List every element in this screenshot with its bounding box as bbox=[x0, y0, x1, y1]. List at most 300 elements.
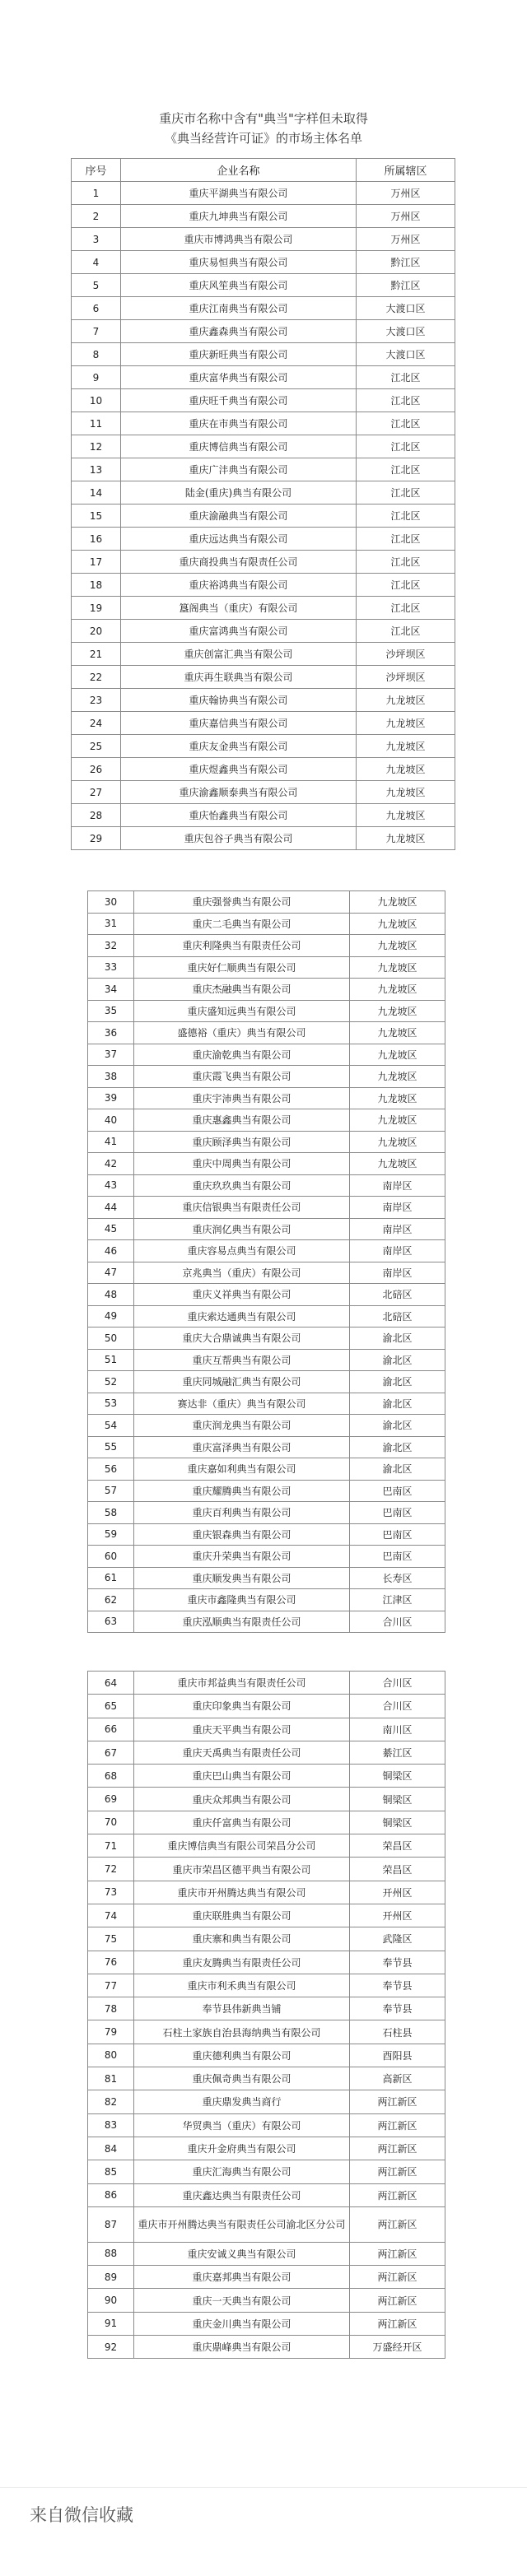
table-header-row bbox=[72, 159, 455, 182]
table-row bbox=[72, 735, 455, 758]
table-row bbox=[88, 935, 445, 957]
row-number: 83 bbox=[88, 2113, 134, 2137]
company-name: 重庆德利典当有限公司 bbox=[134, 2044, 350, 2067]
district: 铜梁区 bbox=[350, 1765, 445, 1788]
table-row bbox=[72, 505, 455, 528]
row-number: 45 bbox=[88, 1218, 134, 1240]
company-name: 重庆大合鼎诚典当有限公司 bbox=[134, 1328, 350, 1350]
company-name: 重庆印象典当有限公司 bbox=[134, 1695, 350, 1718]
company-name: 重庆博信典当有限公司荣昌分公司 bbox=[134, 1834, 350, 1858]
row-number: 86 bbox=[88, 2183, 134, 2206]
table-row bbox=[88, 1567, 445, 1589]
company-name: 重庆容易点典当有限公司 bbox=[134, 1240, 350, 1262]
company-name: 重庆远达典当有限公司 bbox=[121, 528, 357, 551]
company-name: 重庆安诚义典当有限公司 bbox=[134, 2242, 350, 2265]
district: 大渡口区 bbox=[357, 320, 455, 343]
table-row bbox=[72, 689, 455, 712]
district: 江北区 bbox=[357, 528, 455, 551]
row-number: 89 bbox=[88, 2266, 134, 2289]
company-name: 重庆嘉邦典当有限公司 bbox=[134, 2266, 350, 2289]
row-number: 7 bbox=[72, 320, 121, 343]
header-district: 所属辖区 bbox=[357, 159, 455, 182]
table-row bbox=[88, 1262, 445, 1284]
district: 南岸区 bbox=[350, 1262, 445, 1284]
row-number: 17 bbox=[72, 551, 121, 574]
district: 大渡口区 bbox=[357, 343, 455, 366]
district: 九龙坡区 bbox=[350, 979, 445, 1001]
district: 九龙坡区 bbox=[357, 781, 455, 804]
row-number: 28 bbox=[72, 804, 121, 827]
district: 江北区 bbox=[357, 389, 455, 412]
table-row bbox=[72, 712, 455, 735]
title-line-2: 《典当经营许可证》的市场主体名单 bbox=[164, 131, 362, 146]
row-number: 68 bbox=[88, 1765, 134, 1788]
company-name: 重庆仟富典当有限公司 bbox=[134, 1811, 350, 1834]
row-number: 2 bbox=[72, 205, 121, 228]
page-title bbox=[0, 109, 527, 148]
company-name: 重庆包谷子典当有限公司 bbox=[121, 827, 357, 850]
district: 九龙坡区 bbox=[350, 1000, 445, 1022]
company-name: 重庆平湖典当有限公司 bbox=[121, 182, 357, 205]
company-name: 重庆广沣典当有限公司 bbox=[121, 458, 357, 481]
company-name: 重庆九坤典当有限公司 bbox=[121, 205, 357, 228]
company-name: 重庆顺发典当有限公司 bbox=[134, 1567, 350, 1589]
company-name: 重庆旺千典当有限公司 bbox=[121, 389, 357, 412]
row-number: 3 bbox=[72, 228, 121, 251]
district: 黔江区 bbox=[357, 274, 455, 297]
company-name: 重庆联胜典当有限公司 bbox=[134, 1904, 350, 1927]
company-name: 重庆互帮典当有限公司 bbox=[134, 1349, 350, 1371]
company-name: 重庆渝乾典当有限公司 bbox=[134, 1044, 350, 1066]
row-number: 80 bbox=[88, 2044, 134, 2067]
company-name: 重庆市鑫隆典当有限公司 bbox=[134, 1589, 350, 1611]
company-name: 重庆耀腾典当有限公司 bbox=[134, 1480, 350, 1502]
table-row bbox=[88, 1066, 445, 1088]
company-name: 重庆信银典当有限责任公司 bbox=[134, 1197, 350, 1219]
district: 江北区 bbox=[357, 458, 455, 481]
table-row bbox=[72, 274, 455, 297]
company-name: 重庆市邦益典当有限责任公司 bbox=[134, 1672, 350, 1695]
table-row bbox=[88, 2113, 445, 2137]
company-name: 重庆风笙典当有限公司 bbox=[121, 274, 357, 297]
header-no: 序号 bbox=[72, 159, 121, 182]
row-number: 34 bbox=[88, 979, 134, 1001]
district: 铜梁区 bbox=[350, 1811, 445, 1834]
table-row bbox=[72, 297, 455, 320]
district: 九龙坡区 bbox=[350, 1153, 445, 1175]
company-name: 奉节县伟新典当铺 bbox=[134, 1997, 350, 2020]
row-number: 12 bbox=[72, 435, 121, 458]
company-name: 重庆市荣昌区德平典当有限公司 bbox=[134, 1858, 350, 1881]
table-row bbox=[88, 1997, 445, 2020]
row-number: 49 bbox=[88, 1305, 134, 1328]
district: 九龙坡区 bbox=[350, 1131, 445, 1153]
company-name: 重庆渝鑫顺泰典当有限公司 bbox=[121, 781, 357, 804]
table-row bbox=[88, 1328, 445, 1350]
district: 万盛经开区 bbox=[350, 2336, 445, 2359]
table-row bbox=[88, 2067, 445, 2090]
row-number: 52 bbox=[88, 1371, 134, 1393]
table-row bbox=[88, 1765, 445, 1788]
row-number: 41 bbox=[88, 1131, 134, 1153]
row-number: 30 bbox=[88, 891, 134, 914]
table-row bbox=[88, 1131, 445, 1153]
table-row bbox=[88, 1458, 445, 1481]
table-row bbox=[72, 758, 455, 781]
company-name: 重庆众邦典当有限公司 bbox=[134, 1788, 350, 1811]
district: 渝北区 bbox=[350, 1371, 445, 1393]
company-name: 重庆好仁顺典当有限公司 bbox=[134, 956, 350, 979]
row-number: 59 bbox=[88, 1523, 134, 1546]
district: 江北区 bbox=[357, 435, 455, 458]
district: 九龙坡区 bbox=[357, 804, 455, 827]
company-name: 重庆鼎峰典当有限公司 bbox=[134, 2336, 350, 2359]
row-number: 22 bbox=[72, 666, 121, 689]
company-name: 重庆创富汇典当有限公司 bbox=[121, 643, 357, 666]
district: 南岸区 bbox=[350, 1240, 445, 1262]
company-name: 重庆鑫达典当有限责任公司 bbox=[134, 2183, 350, 2206]
table-row bbox=[72, 366, 455, 389]
company-name: 重庆鑫森典当有限公司 bbox=[121, 320, 357, 343]
table-row bbox=[72, 251, 455, 274]
row-number: 55 bbox=[88, 1436, 134, 1458]
company-name: 重庆金川典当有限公司 bbox=[134, 2312, 350, 2335]
row-number: 75 bbox=[88, 1927, 134, 1951]
row-number: 6 bbox=[72, 297, 121, 320]
district: 北碚区 bbox=[350, 1305, 445, 1328]
district: 九龙坡区 bbox=[350, 956, 445, 979]
table-row bbox=[88, 2336, 445, 2359]
row-number: 87 bbox=[88, 2206, 134, 2242]
row-number: 35 bbox=[88, 1000, 134, 1022]
table-row bbox=[88, 1371, 445, 1393]
company-name: 重庆煜鑫典当有限公司 bbox=[121, 758, 357, 781]
district: 两江新区 bbox=[350, 2206, 445, 2242]
row-number: 31 bbox=[88, 913, 134, 935]
header-name: 企业名称 bbox=[121, 159, 357, 182]
table-row bbox=[88, 2044, 445, 2067]
row-number: 16 bbox=[72, 528, 121, 551]
merchant-table-part-2 bbox=[87, 890, 445, 1633]
row-number: 19 bbox=[72, 597, 121, 620]
table-row bbox=[88, 1305, 445, 1328]
table-row bbox=[72, 435, 455, 458]
company-name: 重庆润龙典当有限公司 bbox=[134, 1415, 350, 1437]
table-row bbox=[88, 1589, 445, 1611]
district: 铜梁区 bbox=[350, 1788, 445, 1811]
company-name: 重庆商投典当有限责任公司 bbox=[121, 551, 357, 574]
company-name: 重庆泓顺典当有限责任公司 bbox=[134, 1611, 350, 1633]
table-row bbox=[72, 412, 455, 435]
company-name: 重庆巴山典当有限公司 bbox=[134, 1765, 350, 1788]
company-name: 重庆润亿典当有限公司 bbox=[134, 1218, 350, 1240]
table-row bbox=[72, 481, 455, 505]
table-row bbox=[88, 1087, 445, 1109]
table-row bbox=[88, 1741, 445, 1764]
district: 渝北区 bbox=[350, 1328, 445, 1350]
district: 江北区 bbox=[357, 505, 455, 528]
table-row bbox=[88, 1904, 445, 1927]
row-number: 48 bbox=[88, 1284, 134, 1306]
district: 江津区 bbox=[350, 1589, 445, 1611]
row-number: 67 bbox=[88, 1741, 134, 1764]
district: 江北区 bbox=[357, 574, 455, 597]
table-row bbox=[88, 2206, 445, 2242]
company-name: 重庆博信典当有限公司 bbox=[121, 435, 357, 458]
district: 九龙坡区 bbox=[350, 891, 445, 914]
table-row bbox=[72, 827, 455, 850]
district: 九龙坡区 bbox=[357, 689, 455, 712]
company-name: 京兆典当（重庆）有限公司 bbox=[134, 1262, 350, 1284]
table-row bbox=[88, 1393, 445, 1415]
company-name: 重庆鼎发典当商行 bbox=[134, 2090, 350, 2113]
row-number: 27 bbox=[72, 781, 121, 804]
table-row bbox=[88, 1881, 445, 1904]
table-row bbox=[88, 1436, 445, 1458]
table-row bbox=[72, 320, 455, 343]
row-number: 82 bbox=[88, 2090, 134, 2113]
table-row bbox=[72, 551, 455, 574]
district: 黔江区 bbox=[357, 251, 455, 274]
table-row bbox=[72, 205, 455, 228]
row-number: 81 bbox=[88, 2067, 134, 2090]
row-number: 56 bbox=[88, 1458, 134, 1481]
source-footer: 来自微信收藏 bbox=[30, 2505, 133, 2525]
district: 九龙坡区 bbox=[350, 1109, 445, 1132]
district: 九龙坡区 bbox=[350, 1022, 445, 1044]
row-number: 79 bbox=[88, 2020, 134, 2044]
row-number: 85 bbox=[88, 2160, 134, 2183]
row-number: 13 bbox=[72, 458, 121, 481]
company-name: 重庆富鸿典当有限公司 bbox=[121, 620, 357, 643]
row-number: 76 bbox=[88, 1951, 134, 1974]
district: 九龙坡区 bbox=[357, 712, 455, 735]
district: 合川区 bbox=[350, 1695, 445, 1718]
row-number: 73 bbox=[88, 1881, 134, 1904]
table-row bbox=[88, 1218, 445, 1240]
table-row bbox=[88, 2242, 445, 2265]
title-line-1: 重庆市名称中含有"典当"字样但未取得 bbox=[159, 111, 368, 126]
company-name: 重庆天禹典当有限责任公司 bbox=[134, 1741, 350, 1764]
row-number: 47 bbox=[88, 1262, 134, 1284]
row-number: 33 bbox=[88, 956, 134, 979]
company-name: 簋阁典当（重庆）有限公司 bbox=[121, 597, 357, 620]
company-name: 重庆佩奇典当有限公司 bbox=[134, 2067, 350, 2090]
company-name: 重庆银森典当有限公司 bbox=[134, 1523, 350, 1546]
table-row bbox=[72, 182, 455, 205]
district: 北碚区 bbox=[350, 1284, 445, 1306]
company-name: 重庆强誉典当有限公司 bbox=[134, 891, 350, 914]
company-name: 重庆新旺典当有限公司 bbox=[121, 343, 357, 366]
table-row bbox=[88, 891, 445, 914]
table-row bbox=[88, 2266, 445, 2289]
company-name: 重庆市开州腾达典当有限公司 bbox=[134, 1881, 350, 1904]
district: 巴南区 bbox=[350, 1523, 445, 1546]
table-row bbox=[88, 2289, 445, 2312]
company-name: 重庆翰协典当有限公司 bbox=[121, 689, 357, 712]
table-row bbox=[88, 913, 445, 935]
table-row bbox=[88, 2090, 445, 2113]
table-row bbox=[88, 1109, 445, 1132]
table-row bbox=[88, 1611, 445, 1633]
table-row bbox=[88, 1695, 445, 1718]
district: 沙坪坝区 bbox=[357, 643, 455, 666]
district: 大渡口区 bbox=[357, 297, 455, 320]
row-number: 72 bbox=[88, 1858, 134, 1881]
company-name: 重庆一天典当有限公司 bbox=[134, 2289, 350, 2312]
row-number: 29 bbox=[72, 827, 121, 850]
company-name: 重庆索达通典当有限公司 bbox=[134, 1305, 350, 1328]
merchant-table-part-1 bbox=[71, 158, 455, 850]
district: 江北区 bbox=[357, 551, 455, 574]
table-row bbox=[88, 1858, 445, 1881]
district: 渝北区 bbox=[350, 1436, 445, 1458]
footer-divider bbox=[0, 2487, 527, 2488]
table-row bbox=[88, 1022, 445, 1044]
row-number: 92 bbox=[88, 2336, 134, 2359]
company-name: 重庆汇海典当有限公司 bbox=[134, 2160, 350, 2183]
row-number: 61 bbox=[88, 1567, 134, 1589]
district: 奉节县 bbox=[350, 1997, 445, 2020]
district: 合川区 bbox=[350, 1611, 445, 1633]
row-number: 4 bbox=[72, 251, 121, 274]
company-name: 重庆易恒典当有限公司 bbox=[121, 251, 357, 274]
district: 九龙坡区 bbox=[350, 913, 445, 935]
table-row bbox=[88, 1974, 445, 1997]
row-number: 38 bbox=[88, 1066, 134, 1088]
table-row bbox=[72, 458, 455, 481]
company-name: 重庆友金典当有限公司 bbox=[121, 735, 357, 758]
row-number: 10 bbox=[72, 389, 121, 412]
table-row bbox=[88, 2160, 445, 2183]
district: 万州区 bbox=[357, 228, 455, 251]
table-row bbox=[88, 979, 445, 1001]
row-number: 39 bbox=[88, 1087, 134, 1109]
company-name: 重庆市博鸿典当有限公司 bbox=[121, 228, 357, 251]
company-name: 重庆宇沛典当有限公司 bbox=[134, 1087, 350, 1109]
district: 万州区 bbox=[357, 205, 455, 228]
table-row bbox=[72, 574, 455, 597]
company-name: 重庆怡鑫典当有限公司 bbox=[121, 804, 357, 827]
table-row bbox=[72, 781, 455, 804]
company-name: 重庆富泽典当有限公司 bbox=[134, 1436, 350, 1458]
company-name: 重庆霞飞典当有限公司 bbox=[134, 1066, 350, 1088]
company-name: 华贸典当（重庆）有限公司 bbox=[134, 2113, 350, 2137]
table-row bbox=[72, 666, 455, 689]
company-name: 重庆中周典当有限公司 bbox=[134, 1153, 350, 1175]
company-name: 重庆嘉如利典当有限公司 bbox=[134, 1458, 350, 1481]
row-number: 20 bbox=[72, 620, 121, 643]
company-name: 盛德裕（重庆）典当有限公司 bbox=[134, 1022, 350, 1044]
table-row bbox=[88, 1044, 445, 1066]
row-number: 1 bbox=[72, 182, 121, 205]
company-name: 重庆市开州腾达典当有限责任公司渝北区分公司 bbox=[134, 2206, 350, 2242]
row-number: 77 bbox=[88, 1974, 134, 1997]
company-name: 重庆市利禾典当有限公司 bbox=[134, 1974, 350, 1997]
district: 开州区 bbox=[350, 1904, 445, 1927]
district: 南川区 bbox=[350, 1718, 445, 1741]
row-number: 43 bbox=[88, 1174, 134, 1197]
table-row bbox=[88, 1718, 445, 1741]
district: 九龙坡区 bbox=[357, 758, 455, 781]
district: 江北区 bbox=[357, 597, 455, 620]
table-row bbox=[88, 2312, 445, 2335]
district: 巴南区 bbox=[350, 1546, 445, 1568]
district: 两江新区 bbox=[350, 2289, 445, 2312]
district: 两江新区 bbox=[350, 2113, 445, 2137]
table-row bbox=[72, 389, 455, 412]
company-name: 重庆顾泽典当有限公司 bbox=[134, 1131, 350, 1153]
company-name: 重庆再生联典当有限公司 bbox=[121, 666, 357, 689]
table-row bbox=[88, 1000, 445, 1022]
row-number: 50 bbox=[88, 1328, 134, 1350]
row-number: 44 bbox=[88, 1197, 134, 1219]
company-name: 重庆渝融典当有限公司 bbox=[121, 505, 357, 528]
district: 长寿区 bbox=[350, 1567, 445, 1589]
district: 九龙坡区 bbox=[350, 1087, 445, 1109]
company-name: 重庆嘉信典当有限公司 bbox=[121, 712, 357, 735]
district: 綦江区 bbox=[350, 1741, 445, 1764]
company-name: 重庆友腾典当有限责任公司 bbox=[134, 1951, 350, 1974]
company-name: 重庆天平典当有限公司 bbox=[134, 1718, 350, 1741]
district: 渝北区 bbox=[350, 1349, 445, 1371]
company-name: 重庆百利典当有限公司 bbox=[134, 1502, 350, 1524]
district: 开州区 bbox=[350, 1881, 445, 1904]
row-number: 60 bbox=[88, 1546, 134, 1568]
district: 渝北区 bbox=[350, 1393, 445, 1415]
district: 奉节县 bbox=[350, 1951, 445, 1974]
row-number: 91 bbox=[88, 2312, 134, 2335]
table-row bbox=[88, 1197, 445, 1219]
district: 巴南区 bbox=[350, 1502, 445, 1524]
district: 巴南区 bbox=[350, 1480, 445, 1502]
district: 合川区 bbox=[350, 1672, 445, 1695]
district: 江北区 bbox=[357, 620, 455, 643]
table-row bbox=[88, 1480, 445, 1502]
district: 江北区 bbox=[357, 481, 455, 505]
district: 两江新区 bbox=[350, 2242, 445, 2265]
row-number: 70 bbox=[88, 1811, 134, 1834]
company-name: 陆金(重庆)典当有限公司 bbox=[121, 481, 357, 505]
company-name: 重庆寨和典当有限公司 bbox=[134, 1927, 350, 1951]
company-name: 重庆盛知远典当有限公司 bbox=[134, 1000, 350, 1022]
table-row bbox=[72, 597, 455, 620]
row-number: 24 bbox=[72, 712, 121, 735]
district: 两江新区 bbox=[350, 2183, 445, 2206]
row-number: 88 bbox=[88, 2242, 134, 2265]
table-row bbox=[72, 643, 455, 666]
row-number: 64 bbox=[88, 1672, 134, 1695]
row-number: 36 bbox=[88, 1022, 134, 1044]
district: 九龙坡区 bbox=[357, 827, 455, 850]
district: 南岸区 bbox=[350, 1197, 445, 1219]
district: 九龙坡区 bbox=[350, 1066, 445, 1088]
row-number: 65 bbox=[88, 1695, 134, 1718]
row-number: 69 bbox=[88, 1788, 134, 1811]
company-name: 重庆惠鑫典当有限公司 bbox=[134, 1109, 350, 1132]
table-row bbox=[88, 1523, 445, 1546]
company-name: 重庆利隆典当有限责任公司 bbox=[134, 935, 350, 957]
row-number: 18 bbox=[72, 574, 121, 597]
table-row bbox=[88, 1415, 445, 1437]
table-row bbox=[88, 1153, 445, 1175]
company-name: 重庆同城融汇典当有限公司 bbox=[134, 1371, 350, 1393]
row-number: 74 bbox=[88, 1904, 134, 1927]
district: 酉阳县 bbox=[350, 2044, 445, 2067]
table-row bbox=[72, 528, 455, 551]
row-number: 11 bbox=[72, 412, 121, 435]
row-number: 8 bbox=[72, 343, 121, 366]
